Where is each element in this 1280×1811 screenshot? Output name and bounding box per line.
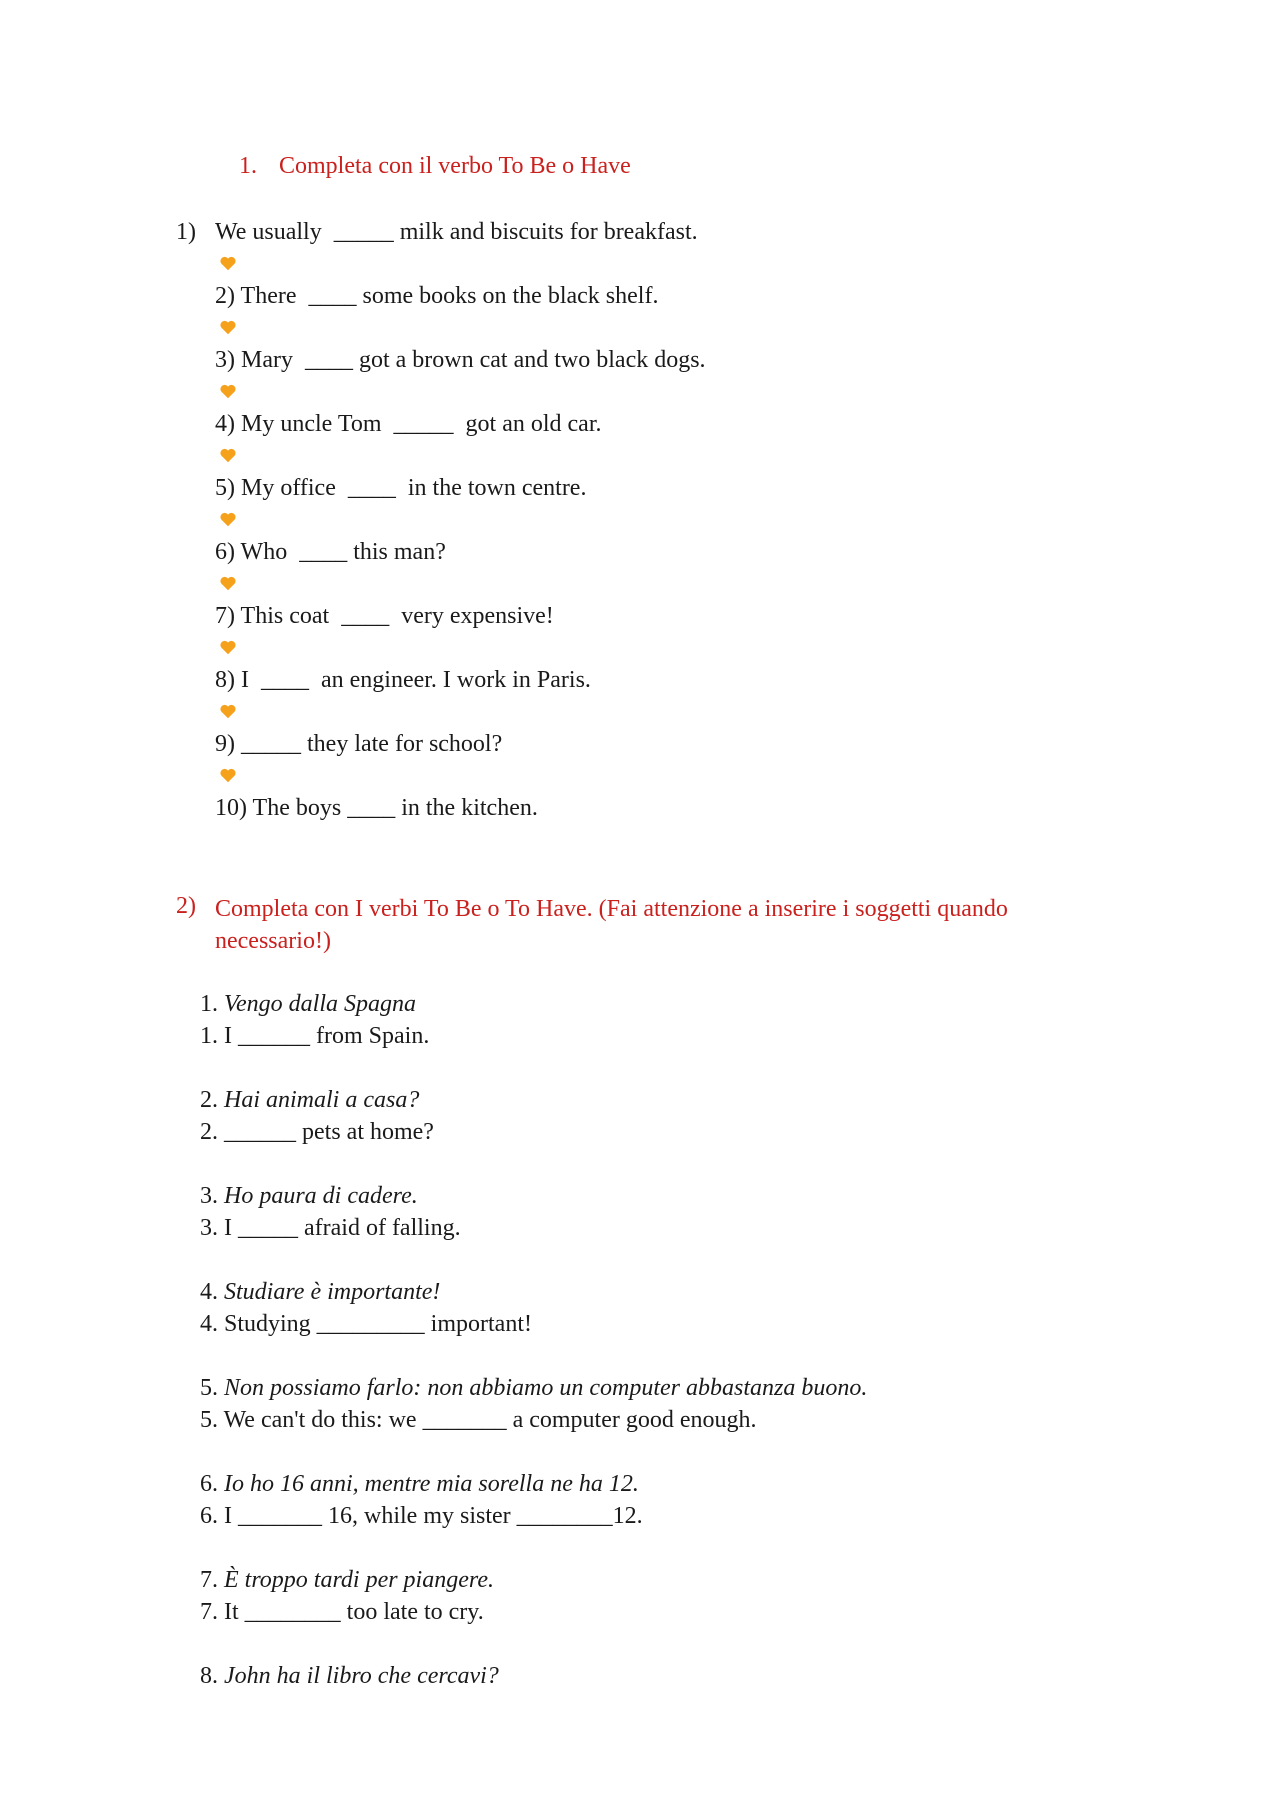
ex2-item-italian-text: Vengo dalla Spagna [224,991,416,1017]
ex2-item-2-english: 2. ______ pets at home? [200,1119,434,1145]
ex2-item-5-english: 5. We can't do this: we _______ a computer good enough. [200,1407,757,1433]
item-8-text: 8) I ____ an engineer. I work in Paris. [215,667,591,693]
item-1-number: 1) [176,219,196,245]
ex2-item-1-italian [200,991,416,1018]
exercise-1-number: 1. [239,153,257,179]
ex2-item-6-english: 6. I _______ 16, while my sister ________12. [200,1503,643,1529]
ex2-item-number: 6. [200,1471,224,1497]
ex2-item-number: 3. [200,1183,224,1209]
ex2-item-number: 5. [200,1375,224,1401]
ex2-item-italian-text: Io ho 16 anni, mentre mia sorella ne ha 12. [224,1471,639,1497]
item-2-text: 2) There ____ some books on the black shelf. [215,283,659,309]
ex2-item-4-english: 4. Studying _________ important! [200,1311,532,1337]
heart-icon [219,255,237,273]
ex2-item-7-italian [200,1567,494,1594]
item-3-text: 3) Mary ____ got a brown cat and two black dogs. [215,347,706,373]
heart-icon [219,383,237,401]
heart-icon [219,511,237,529]
ex2-item-4-italian [200,1279,440,1306]
ex2-item-6-italian [200,1471,639,1498]
item-5-text: 5) My office ____ in the town centre. [215,475,587,501]
item-10-text: 10) The boys ____ in the kitchen. [215,795,538,821]
heart-icon [219,575,237,593]
exercise-1-heading [239,153,631,180]
ex2-item-italian-text: Non possiamo farlo: non abbiamo un computer abbastanza buono. [224,1375,868,1401]
exercise-1-title: Completa con il verbo To Be o Have [279,153,631,179]
item-7-text: 7) This coat ____ very expensive! [215,603,554,629]
heart-icon [219,703,237,721]
ex2-item-number: 4. [200,1279,224,1305]
ex2-item-7-english: 7. It ________ too late to cry. [200,1599,484,1625]
ex2-item-number: 1. [200,991,224,1017]
heart-icon [219,319,237,337]
ex2-item-3-english: 3. I _____ afraid of falling. [200,1215,461,1241]
heart-icon [219,447,237,465]
item-1-text: We usually _____ milk and biscuits for breakfast. [215,219,698,245]
ex2-item-italian-text: Studiare è importante! [224,1279,441,1305]
ex2-item-5-italian [200,1375,867,1402]
ex2-item-number: 2. [200,1087,224,1113]
item-6-text: 6) Who ____ this man? [215,539,446,565]
ex2-item-3-italian [200,1183,418,1210]
ex2-item-italian-text: Hai animali a casa? [224,1087,420,1113]
ex2-item-number: 7. [200,1567,224,1593]
ex2-item-italian-text: John ha il libro che cercavi? [224,1663,499,1689]
heart-icon [219,639,237,657]
ex2-item-8-italian [200,1663,499,1690]
ex2-item-italian-text: Ho paura di cadere. [224,1183,418,1209]
ex2-item-italian-text: È troppo tardi per piangere. [224,1567,494,1593]
item-9-text: 9) _____ they late for school? [215,731,503,757]
exercise-2-title: Completa con I verbi To Be o To Have. (Fai attenzione a inserire i soggetti quando necessario!) [215,896,1008,954]
item-4-text: 4) My uncle Tom _____ got an old car. [215,411,602,437]
heart-icon [219,767,237,785]
ex2-item-2-italian [200,1087,419,1114]
exercise-2-number: 2) [176,893,196,919]
ex2-item-1-english: 1. I ______ from Spain. [200,1023,430,1049]
ex2-item-number: 8. [200,1663,224,1689]
